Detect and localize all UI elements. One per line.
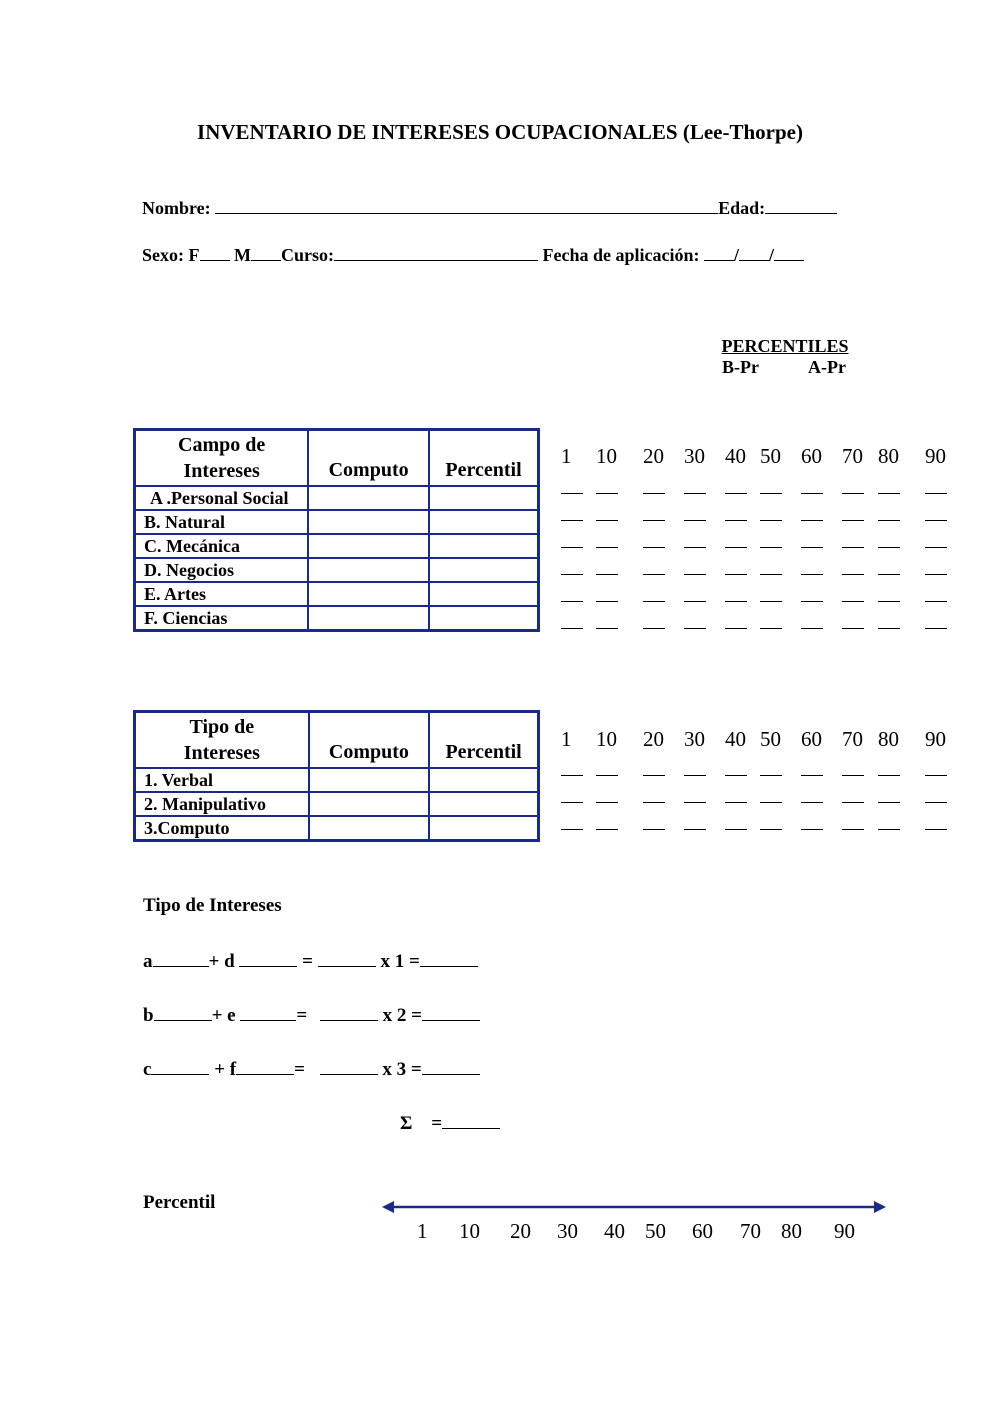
percentil-cell[interactable] (429, 510, 539, 534)
percentile-mark-blank[interactable] (801, 829, 823, 830)
percentile-mark-blank[interactable] (842, 829, 864, 830)
fecha-label: Fecha de aplicación: (542, 245, 700, 265)
table-row (135, 510, 539, 534)
computo-cell[interactable] (308, 534, 429, 558)
curso-field[interactable] (334, 244, 538, 261)
percentil-label: Percentil (143, 1192, 216, 1213)
row-label: 3.Computo (135, 816, 309, 841)
percentile-mark-blank[interactable] (643, 493, 665, 494)
percentile-mark-blank[interactable] (561, 493, 583, 494)
table-row (135, 816, 539, 841)
scale-tick-label: 80 (878, 444, 899, 468)
percentile-mark-blank[interactable] (801, 628, 823, 629)
percentile-mark-blank[interactable] (596, 775, 618, 776)
percentiles-header (712, 336, 858, 378)
percentile-mark-blank[interactable] (925, 775, 947, 776)
curso-label: Curso: (281, 245, 334, 265)
sexo-f-field[interactable] (200, 244, 230, 261)
axis-tick-label: 70 (740, 1219, 761, 1243)
percentile-mark-blank[interactable] (596, 493, 618, 494)
scale-tick-label: 60 (801, 727, 822, 751)
percentile-mark-blank[interactable] (596, 802, 618, 803)
percentile-mark-blank[interactable] (561, 829, 583, 830)
nombre-row (142, 197, 837, 219)
percentile-mark-blank[interactable] (684, 829, 706, 830)
computo-cell[interactable] (308, 582, 429, 606)
equation-row-2: b + e = x 2 = (143, 1004, 480, 1027)
percentile-mark-blank[interactable] (596, 829, 618, 830)
tipo-header: Tipo de Intereses (135, 712, 309, 768)
percentil-cell[interactable] (429, 816, 538, 841)
percentil-cell[interactable] (429, 768, 538, 792)
scale-tick-label: 90 (925, 727, 946, 751)
percentile-mark-blank[interactable] (684, 493, 706, 494)
percentile-mark-blank[interactable] (760, 601, 782, 602)
percentil-header: Percentil (429, 430, 539, 486)
percentile-mark-blank[interactable] (925, 628, 947, 629)
percentile-mark-blank[interactable] (925, 520, 947, 521)
computo-cell[interactable] (308, 486, 429, 510)
percentile-mark-blank[interactable] (925, 802, 947, 803)
row-label: 1. Verbal (135, 768, 309, 792)
percentile-mark-blank[interactable] (878, 547, 900, 548)
scale-tick-label: 70 (842, 727, 863, 751)
sum-3-field[interactable] (320, 1058, 378, 1075)
sum-1-field[interactable] (318, 950, 376, 967)
a-pr-label: A-Pr (808, 357, 846, 377)
result-2-field[interactable] (422, 1004, 480, 1021)
percentile-mark-blank[interactable] (925, 574, 947, 575)
arrow-left-icon (382, 1201, 394, 1213)
axis-tick-label: 30 (557, 1219, 578, 1243)
sexo-label: Sexo: F (142, 245, 200, 265)
sum-2-field[interactable] (320, 1004, 378, 1021)
percentile-mark-blank[interactable] (842, 493, 864, 494)
fecha-day-field[interactable] (704, 244, 734, 261)
result-3-field[interactable] (422, 1058, 480, 1075)
fecha-year-field[interactable] (774, 244, 804, 261)
computo-cell[interactable] (308, 510, 429, 534)
percentile-mark-blank[interactable] (801, 775, 823, 776)
scale-tick-label: 50 (760, 727, 781, 751)
percentile-mark-blank[interactable] (801, 520, 823, 521)
percentile-mark-blank[interactable] (684, 775, 706, 776)
percentil-cell[interactable] (429, 558, 539, 582)
percentile-mark-blank[interactable] (925, 547, 947, 548)
percentile-mark-blank[interactable] (760, 802, 782, 803)
percentile-mark-blank[interactable] (643, 520, 665, 521)
percentile-mark-blank[interactable] (842, 775, 864, 776)
scale-tick-label: 20 (643, 444, 664, 468)
table-row (135, 768, 539, 792)
percentile-mark-blank[interactable] (801, 547, 823, 548)
edad-field[interactable] (765, 197, 837, 214)
percentile-mark-blank[interactable] (725, 547, 747, 548)
percentile-mark-blank[interactable] (878, 520, 900, 521)
percentile-mark-blank[interactable] (760, 775, 782, 776)
percentile-mark-blank[interactable] (725, 574, 747, 575)
percentile-mark-blank[interactable] (801, 802, 823, 803)
percentile-mark-blank[interactable] (561, 802, 583, 803)
percentil-cell[interactable] (429, 486, 539, 510)
percentile-mark-blank[interactable] (684, 601, 706, 602)
arrow-right-icon (874, 1201, 886, 1213)
tipo-section-heading: Tipo de Intereses (143, 895, 282, 916)
percentile-mark-blank[interactable] (842, 601, 864, 602)
percentile-mark-blank[interactable] (725, 628, 747, 629)
scale-tick-label: 40 (725, 444, 746, 468)
percentile-mark-blank[interactable] (760, 493, 782, 494)
percentile-mark-blank[interactable] (725, 802, 747, 803)
scale-tick-label: 20 (643, 727, 664, 751)
percentile-mark-blank[interactable] (725, 829, 747, 830)
computo-header: Computo (309, 712, 430, 768)
percentile-mark-blank[interactable] (643, 829, 665, 830)
row-label: F. Ciencias (135, 606, 309, 631)
percentile-mark-blank[interactable] (596, 520, 618, 521)
scale-tick-label: 80 (878, 727, 899, 751)
table-row (135, 486, 539, 510)
percentile-mark-blank[interactable] (561, 574, 583, 575)
sexo-row (142, 244, 804, 266)
computo-header: Computo (308, 430, 429, 486)
scale-tick-label: 1 (561, 727, 572, 751)
fecha-slash: / (769, 245, 775, 265)
percentile-mark-blank[interactable] (760, 829, 782, 830)
scale-tick-label: 10 (596, 727, 617, 751)
table-row (135, 582, 539, 606)
percentile-mark-blank[interactable] (760, 520, 782, 521)
axis-tick-label: 60 (692, 1219, 713, 1243)
percentil-cell[interactable] (429, 606, 539, 631)
scale-tick-label: 90 (925, 444, 946, 468)
percentile-mark-blank[interactable] (725, 520, 747, 521)
percentile-mark-blank[interactable] (684, 547, 706, 548)
percentile-mark-blank[interactable] (842, 547, 864, 548)
tipo-intereses-table (133, 710, 540, 842)
percentile-mark-blank[interactable] (725, 493, 747, 494)
percentile-mark-blank[interactable] (643, 628, 665, 629)
axis-tick-label: 10 (459, 1219, 480, 1243)
nombre-field[interactable] (215, 197, 718, 214)
percentile-mark-blank[interactable] (878, 802, 900, 803)
percentile-mark-blank[interactable] (925, 601, 947, 602)
percentil-cell[interactable] (429, 582, 539, 606)
scale-tick-label: 70 (842, 444, 863, 468)
percentil-cell[interactable] (429, 534, 539, 558)
axis-tick-label: 40 (604, 1219, 625, 1243)
percentile-mark-blank[interactable] (643, 802, 665, 803)
percentile-mark-blank[interactable] (878, 574, 900, 575)
scale-tick-label: 10 (596, 444, 617, 468)
percentiles-title: PERCENTILES (721, 336, 849, 356)
row-label: C. Mecánica (135, 534, 309, 558)
percentile-mark-blank[interactable] (561, 547, 583, 548)
percentil-header: Percentil (429, 712, 538, 768)
percentile-mark-blank[interactable] (801, 601, 823, 602)
edad-label: Edad: (718, 198, 766, 218)
percentile-mark-blank[interactable] (725, 601, 747, 602)
percentile-mark-blank[interactable] (760, 574, 782, 575)
percentile-mark-blank[interactable] (725, 775, 747, 776)
campo-intereses-table (133, 428, 540, 632)
sigma-row: Σ = (400, 1112, 500, 1135)
sigma-symbol: Σ (400, 1113, 413, 1134)
computo-cell[interactable] (309, 792, 430, 816)
row-label: E. Artes (135, 582, 309, 606)
sigma-field[interactable] (442, 1112, 500, 1129)
percentile-mark-blank[interactable] (643, 601, 665, 602)
percentile-mark-blank[interactable] (684, 628, 706, 629)
table-row (135, 606, 539, 631)
equation-row-3: c + f = x 3 = (143, 1058, 480, 1081)
scale-tick-label: 1 (561, 444, 572, 468)
percentile-mark-blank[interactable] (842, 628, 864, 629)
percentile-mark-blank[interactable] (561, 520, 583, 521)
computo-cell[interactable] (309, 816, 430, 841)
row-label: D. Negocios (135, 558, 309, 582)
percentile-mark-blank[interactable] (684, 520, 706, 521)
axis-tick-label: 20 (510, 1219, 531, 1243)
sexo-m-field[interactable] (251, 244, 281, 261)
table-row (135, 792, 539, 816)
equation-row-1: a + d = x 1 = (143, 950, 478, 973)
axis-tick-label: 50 (645, 1219, 666, 1243)
scale-tick-label: 30 (684, 444, 705, 468)
percentile-mark-blank[interactable] (842, 574, 864, 575)
percentile-mark-blank[interactable] (596, 628, 618, 629)
percentile-mark-blank[interactable] (842, 802, 864, 803)
percentile-mark-blank[interactable] (643, 547, 665, 548)
percentile-mark-blank[interactable] (878, 493, 900, 494)
percentile-mark-blank[interactable] (561, 775, 583, 776)
computo-cell[interactable] (309, 768, 430, 792)
computo-cell[interactable] (308, 558, 429, 582)
percentil-cell[interactable] (429, 792, 538, 816)
percentile-mark-blank[interactable] (596, 574, 618, 575)
percentile-mark-blank[interactable] (643, 775, 665, 776)
scale-tick-label: 60 (801, 444, 822, 468)
fecha-slash: / (733, 245, 739, 265)
f-field[interactable] (236, 1058, 294, 1075)
percentile-mark-blank[interactable] (878, 829, 900, 830)
percentile-mark-blank[interactable] (760, 628, 782, 629)
nombre-label: Nombre: (142, 198, 211, 218)
percentile-mark-blank[interactable] (842, 520, 864, 521)
c-field[interactable] (151, 1058, 209, 1075)
axis-tick-label: 90 (834, 1219, 855, 1243)
percentile-mark-blank[interactable] (684, 574, 706, 575)
b-field[interactable] (154, 1004, 212, 1021)
scale-tick-label: 30 (684, 727, 705, 751)
fecha-month-field[interactable] (739, 244, 769, 261)
percentile-mark-blank[interactable] (643, 574, 665, 575)
percentile-mark-blank[interactable] (878, 628, 900, 629)
row-label: A .Personal Social (135, 486, 309, 510)
percentile-mark-blank[interactable] (801, 574, 823, 575)
e-field[interactable] (240, 1004, 296, 1021)
row-label: 2. Manipulativo (135, 792, 309, 816)
percentile-mark-blank[interactable] (878, 775, 900, 776)
result-1-field[interactable] (420, 950, 478, 967)
table-row (135, 534, 539, 558)
percentile-mark-blank[interactable] (760, 547, 782, 548)
percentile-mark-blank[interactable] (878, 601, 900, 602)
a-field[interactable] (153, 950, 209, 967)
scale-tick-label: 50 (760, 444, 781, 468)
table-row (135, 558, 539, 582)
computo-cell[interactable] (308, 606, 429, 631)
percentile-mark-blank[interactable] (684, 802, 706, 803)
axis-tick-label: 80 (781, 1219, 802, 1243)
axis-tick-label: 1 (417, 1219, 428, 1243)
d-field[interactable] (239, 950, 297, 967)
percentil-arrow-line (380, 1196, 890, 1218)
campo-header: Campo de Intereses (135, 430, 309, 486)
percentile-mark-blank[interactable] (925, 829, 947, 830)
row-label: B. Natural (135, 510, 309, 534)
percentile-mark-blank[interactable] (596, 601, 618, 602)
scale-tick-label: 40 (725, 727, 746, 751)
page-title: INVENTARIO DE INTERESES OCUPACIONALES (Lee-Thorpe) (197, 120, 803, 144)
percentile-mark-blank[interactable] (596, 547, 618, 548)
percentile-mark-blank[interactable] (561, 601, 583, 602)
percentile-mark-blank[interactable] (801, 493, 823, 494)
b-pr-label: B-Pr (722, 357, 759, 377)
percentile-mark-blank[interactable] (561, 628, 583, 629)
percentile-mark-blank[interactable] (925, 493, 947, 494)
m-label: M (234, 245, 251, 265)
